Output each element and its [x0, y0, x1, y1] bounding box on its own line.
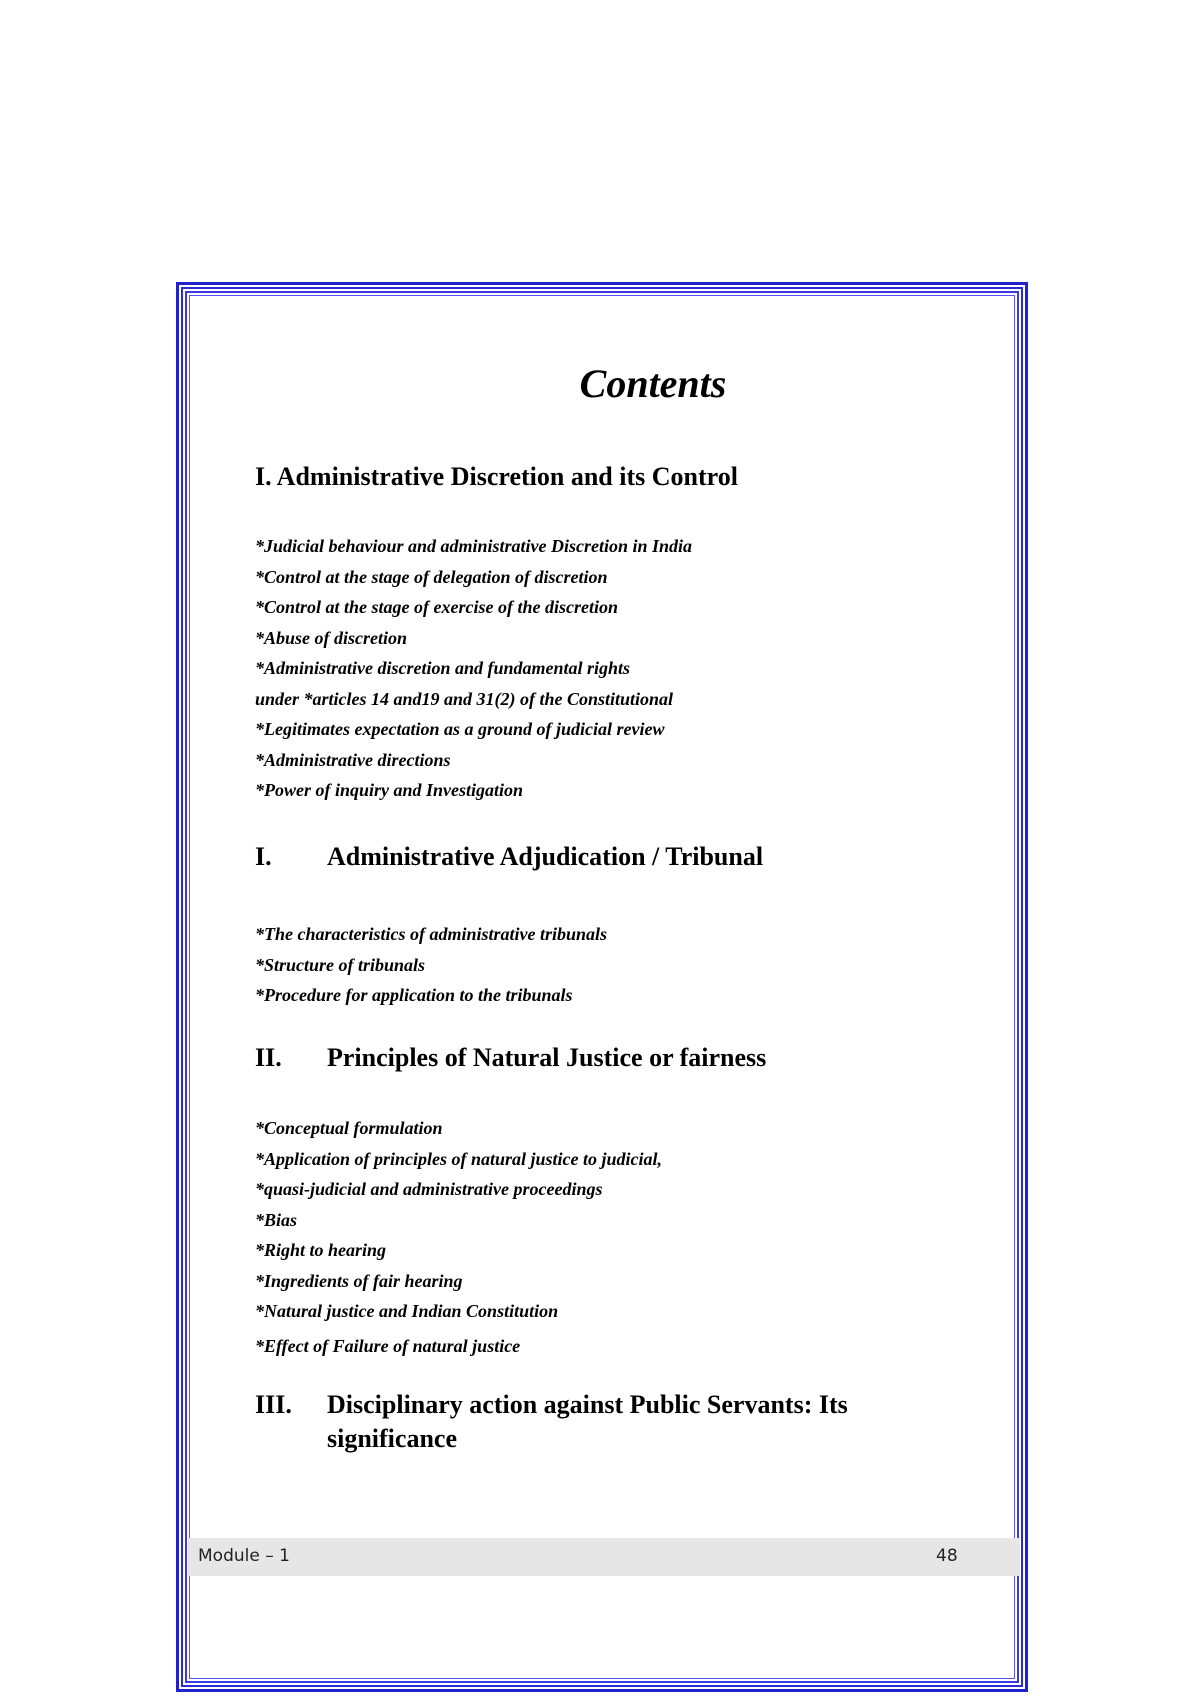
footer-module-label: Module – 1: [198, 1546, 290, 1566]
section-title: Principles of Natural Justice or fairness: [327, 1043, 767, 1072]
list-item: *Legitimates expectation as a ground of judicial review: [255, 719, 665, 739]
list-item: *Administrative discretion and fundamental rights: [255, 658, 631, 678]
list-item: *Application of principles of natural justice to judicial,: [255, 1148, 663, 1169]
list-item: under *articles 14 and19 and 31(2) of the Constitutional: [255, 688, 674, 709]
section-number: II.: [255, 1043, 282, 1072]
list-item: *Structure of tribunals: [255, 954, 426, 975]
list-item: *Administrative directions: [255, 749, 451, 770]
list-item: *Effect of Failure of natural justice: [255, 1335, 521, 1356]
section-heading-3: [255, 1043, 766, 1073]
list-item: *Judicial behaviour and administrative Discretion in India: [255, 536, 693, 556]
section-number: III.: [255, 1390, 292, 1419]
footer-page-number: 48: [936, 1546, 958, 1566]
list-item: *Control at the stage of delegation of discretion: [255, 566, 608, 587]
section-3-items: [255, 1113, 662, 1361]
section-title-line-1: Disciplinary action against Public Servants: Its: [327, 1390, 848, 1419]
list-item: *quasi-judicial and administrative proceedings: [255, 1179, 603, 1199]
list-item: *Natural justice and Indian Constitution: [255, 1301, 559, 1321]
section-title-line-2: significance: [327, 1424, 457, 1453]
list-item: *Right to hearing: [255, 1240, 387, 1260]
section-heading-2: [255, 842, 763, 872]
list-item: *Abuse of discretion: [255, 627, 408, 648]
section-heading-1: I. Administrative Discretion and its Control: [255, 462, 738, 491]
list-item: *The characteristics of administrative tribunals: [255, 924, 608, 944]
list-item: *Control at the stage of exercise of the discretion: [255, 597, 618, 617]
page-title: Contents: [579, 361, 727, 406]
list-item: *Bias: [255, 1209, 298, 1230]
list-item: *Ingredients of fair hearing: [255, 1270, 463, 1291]
list-item: *Conceptual formulation: [255, 1118, 443, 1138]
section-number: I.: [255, 842, 272, 871]
section-1-items: [255, 531, 692, 806]
page-footer: [188, 1538, 1020, 1576]
section-2-items: [255, 919, 607, 1011]
list-item: *Procedure for application to the tribunals: [255, 985, 573, 1005]
section-title: Administrative Adjudication / Tribunal: [327, 842, 764, 871]
section-title: [327, 1388, 927, 1456]
list-item: *Power of inquiry and Investigation: [255, 780, 524, 800]
section-heading-4: [255, 1388, 927, 1456]
